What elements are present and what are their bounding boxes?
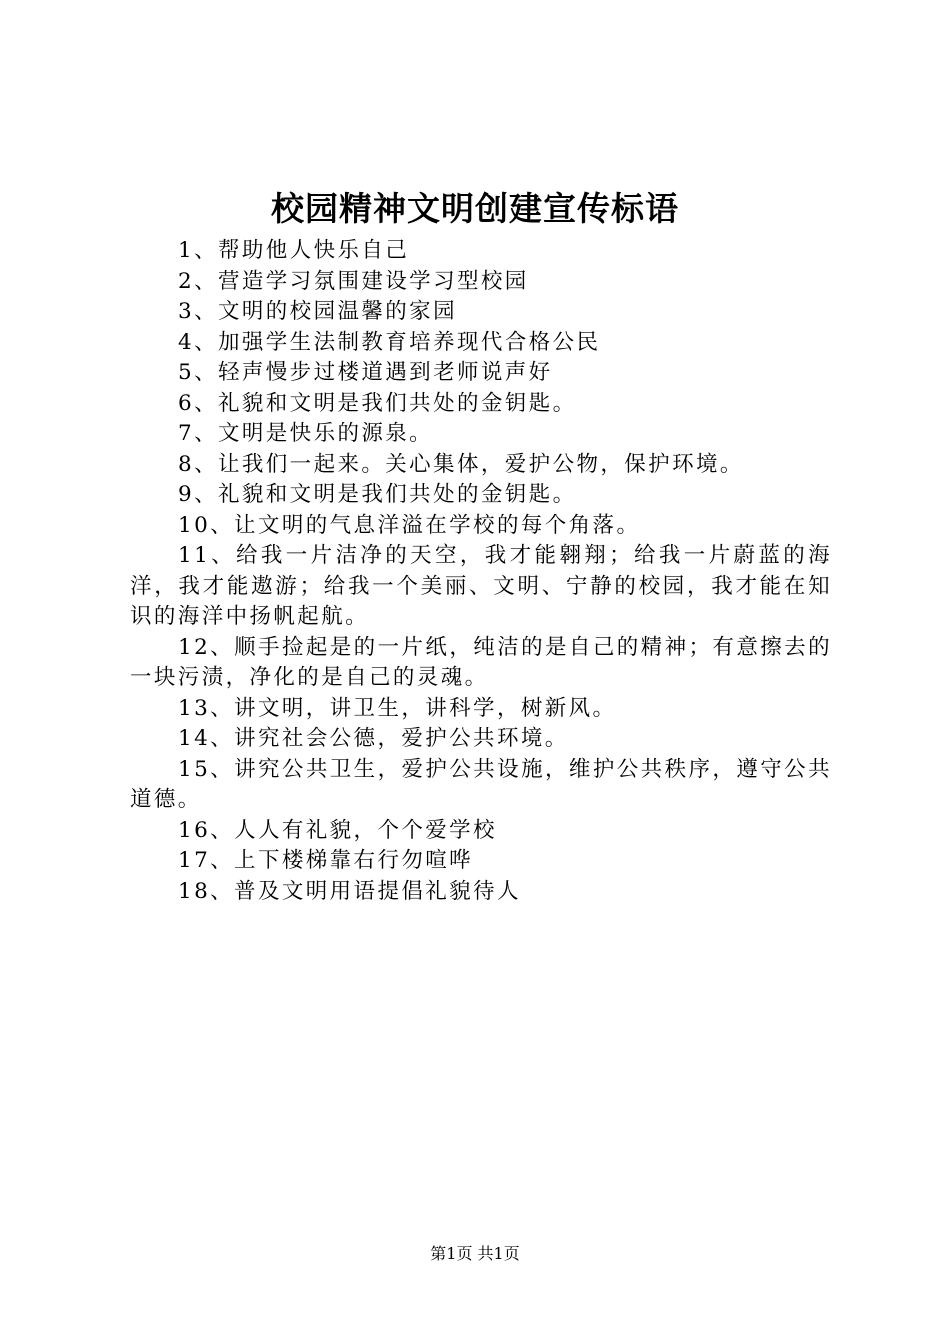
slogan-item-15: 15、讲究公共卫生，爱护公共设施，维护公共秩序，遵守公共道德。 (130, 756, 832, 812)
slogan-item-11: 11、给我一片洁净的天空，我才能翱翔；给我一片蔚蓝的海洋，我才能遨游；给我一个美丽、文明、宁静的校园，我才能在知识的海洋中扬帆起航。 (130, 543, 832, 629)
slogan-item-1: 1、帮助他人快乐自己 (178, 238, 410, 263)
slogan-item-18: 18、普及文明用语提倡礼貌待人 (178, 878, 521, 904)
document-title: 校园精神文明创建宣传标语 (271, 189, 679, 228)
slogan-item-17: 17、上下楼梯靠右行勿喧哗 (178, 848, 474, 873)
slogan-item-10: 10、让文明的气息洋溢在学校的每个角落。 (178, 512, 641, 538)
slogan-item-13: 13、讲文明，讲卫生，讲科学，树新风。 (178, 695, 617, 721)
slogan-item-3: 3、文明的校园温馨的家园 (178, 299, 457, 324)
slogan-item-7: 7、文明是快乐的源泉。 (178, 421, 434, 446)
slogan-item-4: 4、加强学生法制教育培养现代合格公民 (178, 329, 601, 355)
slogan-item-14: 14、讲究社会公德，爱护公共环境。 (178, 726, 569, 751)
slogan-item-6: 6、礼貌和文明是我们共处的金钥匙。 (178, 390, 577, 416)
page-footer: 第1页 共1页 (430, 1244, 520, 1263)
slogan-list (130, 236, 832, 907)
slogan-item-12: 12、顺手捡起是的一片纸，纯洁的是自己的精神；有意擦去的一块污渍，净化的是自己的灵魂。 (130, 634, 832, 690)
slogan-item-8: 8、让我们一起来。关心集体，爱护公物，保护环境。 (178, 451, 744, 477)
slogan-item-16: 16、人人有礼貌，个个爱学校 (178, 817, 497, 843)
slogan-item-5: 5、轻声慢步过楼道遇到老师说声好 (178, 360, 553, 385)
slogan-item-2: 2、营造学习氛围建设学习型校园 (178, 268, 529, 294)
slogan-item-9: 9、礼貌和文明是我们共处的金钥匙。 (178, 482, 577, 507)
